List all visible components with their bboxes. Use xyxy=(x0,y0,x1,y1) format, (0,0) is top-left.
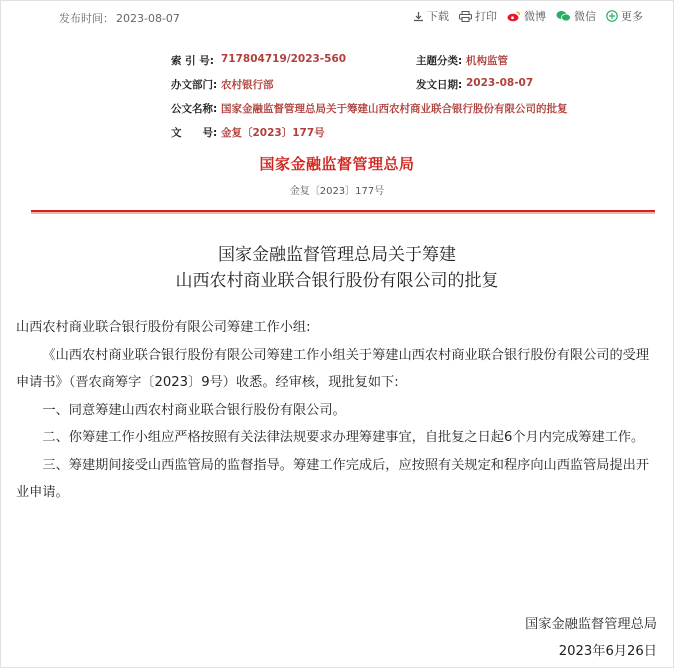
wechat-share-button[interactable] xyxy=(556,8,596,24)
office-value: 农村银行部 xyxy=(221,79,274,91)
weibo-label: 微博 xyxy=(524,10,546,23)
metadata-row xyxy=(171,53,611,77)
name-value: 国家金融监督管理总局关于筹建山西农村商业联合银行股份有限公司的批复 xyxy=(221,103,568,115)
download-label: 下载 xyxy=(427,10,449,23)
document-title xyxy=(1,242,673,294)
share-tools xyxy=(413,8,643,24)
publish-date-label: 发布时间： xyxy=(59,12,114,25)
body-paragraph: 一、同意筹建山西农村商业联合银行股份有限公司。 xyxy=(42,402,346,418)
signature-org: 国家金融监督管理总局 xyxy=(525,617,657,632)
index-label: 索 引 号: xyxy=(171,55,215,67)
index-value: 717804719/2023-560 xyxy=(221,53,347,65)
office-label: 办文部门: xyxy=(171,79,218,91)
topic-label: 主题分类: xyxy=(416,55,463,67)
signature-date: 2023年6月26日 xyxy=(558,644,657,659)
document-body xyxy=(16,314,661,507)
docno-value: 金复〔2023〕177号 xyxy=(221,127,325,139)
wechat-label: 微信 xyxy=(574,10,596,23)
weibo-share-button[interactable] xyxy=(507,8,546,24)
body-paragraph: 三、筹建期间接受山西监管局的监督指导。筹建工作完成后，应按照有关规定和程序向山西监管局提出开业申请。 xyxy=(16,457,650,500)
metadata-row xyxy=(171,125,611,149)
download-icon xyxy=(413,11,424,22)
docno-label: 文 号: xyxy=(171,127,218,139)
print-icon xyxy=(459,11,472,22)
salutation: 山西农村商业联合银行股份有限公司筹建工作小组: xyxy=(16,320,311,335)
document-number: 金复〔2023〕177号 xyxy=(289,186,385,197)
wechat-icon xyxy=(556,10,571,22)
issuer-heading: 国家金融监督管理总局 xyxy=(259,155,415,173)
publish-date-value: 2023-08-07 xyxy=(116,12,180,25)
metadata-row xyxy=(171,77,611,101)
more-share-button[interactable] xyxy=(606,8,643,24)
date-label: 发文日期: xyxy=(416,79,463,91)
toolbar xyxy=(1,1,673,31)
name-label: 公文名称: xyxy=(171,103,218,115)
weibo-icon xyxy=(507,10,521,22)
body-paragraph: 二、你筹建工作小组应严格按照有关法律法规要求办理筹建事宜，自批复之日起6个月内完成筹建工作。 xyxy=(42,430,645,445)
metadata-row xyxy=(171,101,611,125)
publish-date xyxy=(59,10,180,26)
more-label: 更多 xyxy=(621,10,643,23)
red-divider xyxy=(31,210,655,212)
body-paragraph: 《山西农村商业联合银行股份有限公司筹建工作小组关于筹建山西农村商业联合银行股份有限公司的受理申请书》（晋农商筹字〔2023〕9号）收悉。经审核，现批复如下: xyxy=(16,347,650,390)
date-value: 2023-08-07 xyxy=(466,77,534,89)
plus-circle-icon xyxy=(606,10,618,22)
document-metadata xyxy=(171,53,611,149)
signature-block xyxy=(525,611,657,665)
title-line: 国家金融监督管理总局关于筹建 xyxy=(218,245,456,265)
download-button[interactable] xyxy=(413,8,449,24)
print-label: 打印 xyxy=(475,10,497,23)
print-button[interactable] xyxy=(459,8,497,24)
title-line: 山西农村商业联合银行股份有限公司的批复 xyxy=(175,271,499,291)
topic-value: 机构监管 xyxy=(466,55,508,67)
